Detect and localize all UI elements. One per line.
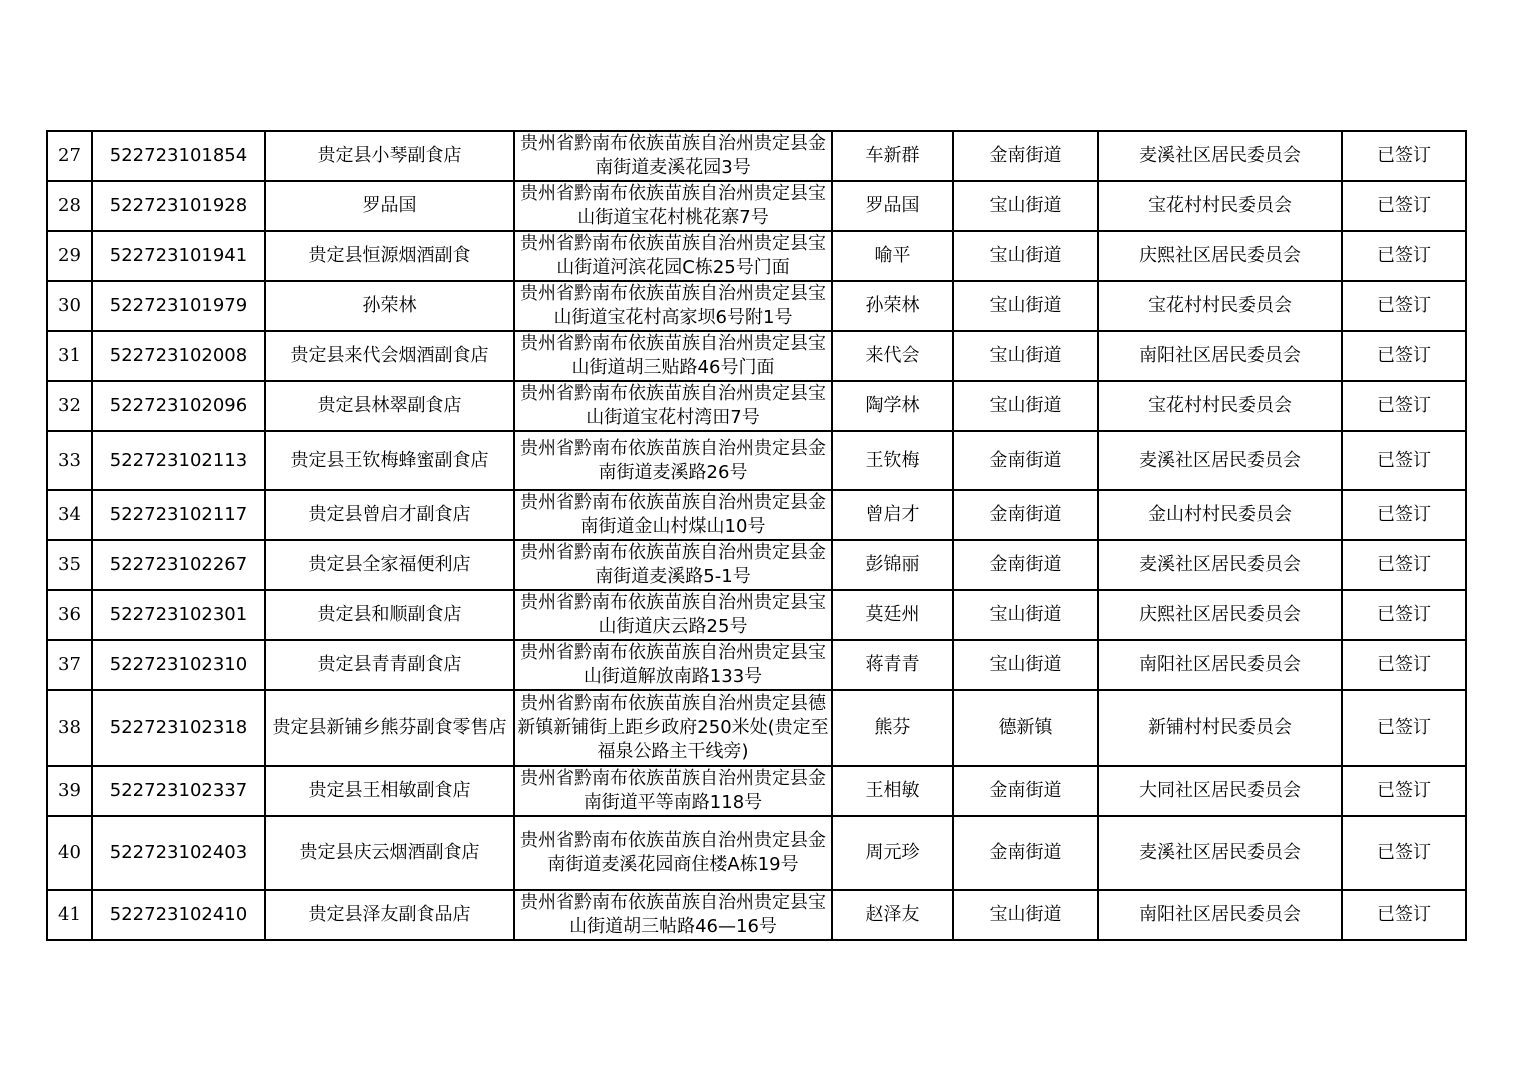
status-cell: 已签订 <box>1342 381 1466 431</box>
address-cell: 贵州省黔南布依族苗族自治州贵定县宝山街道解放南路133号 <box>514 640 832 690</box>
street-cell: 金南街道 <box>953 490 1098 540</box>
store-name-cell: 贵定县新铺乡熊芬副食零售店 <box>265 690 514 766</box>
person-cell: 陶学林 <box>832 381 953 431</box>
row-number-cell: 32 <box>47 381 92 431</box>
license-number-cell: 522723101979 <box>92 281 265 331</box>
store-name-cell: 贵定县王钦梅蜂蜜副食店 <box>265 431 514 490</box>
community-cell: 新铺村村民委员会 <box>1098 690 1342 766</box>
address-cell: 贵州省黔南布依族苗族自治州贵定县宝山街道庆云路25号 <box>514 590 832 640</box>
address-cell: 贵州省黔南布依族苗族自治州贵定县金南街道麦溪路26号 <box>514 431 832 490</box>
address-cell: 贵州省黔南布依族苗族自治州贵定县宝山街道宝花村湾田7号 <box>514 381 832 431</box>
person-cell: 熊芬 <box>832 690 953 766</box>
address-cell: 贵州省黔南布依族苗族自治州贵定县宝山街道宝花村桃花寨7号 <box>514 181 832 231</box>
status-cell: 已签订 <box>1342 540 1466 590</box>
table-row <box>47 816 1466 890</box>
person-cell: 孙荣林 <box>832 281 953 331</box>
person-cell: 罗品国 <box>832 181 953 231</box>
status-cell: 已签订 <box>1342 281 1466 331</box>
store-name-cell: 贵定县泽友副食品店 <box>265 890 514 940</box>
status-cell: 已签订 <box>1342 231 1466 281</box>
license-number-cell: 522723102403 <box>92 816 265 890</box>
status-cell: 已签订 <box>1342 690 1466 766</box>
street-cell: 金南街道 <box>953 816 1098 890</box>
row-number-cell: 40 <box>47 816 92 890</box>
street-cell: 宝山街道 <box>953 281 1098 331</box>
community-cell: 宝花村村民委员会 <box>1098 381 1342 431</box>
row-number-cell: 41 <box>47 890 92 940</box>
community-cell: 庆熙社区居民委员会 <box>1098 231 1342 281</box>
store-name-cell: 贵定县来代会烟酒副食店 <box>265 331 514 381</box>
store-name-cell: 贵定县林翠副食店 <box>265 381 514 431</box>
row-number-cell: 38 <box>47 690 92 766</box>
community-cell: 金山村村民委员会 <box>1098 490 1342 540</box>
address-cell: 贵州省黔南布依族苗族自治州贵定县金南街道麦溪花园商住楼A栋19号 <box>514 816 832 890</box>
store-name-cell: 贵定县全家福便利店 <box>265 540 514 590</box>
person-cell: 车新群 <box>832 131 953 181</box>
row-number-cell: 31 <box>47 331 92 381</box>
street-cell: 宝山街道 <box>953 381 1098 431</box>
row-number-cell: 28 <box>47 181 92 231</box>
community-cell: 南阳社区居民委员会 <box>1098 640 1342 690</box>
row-number-cell: 39 <box>47 766 92 816</box>
person-cell: 来代会 <box>832 331 953 381</box>
license-number-cell: 522723102310 <box>92 640 265 690</box>
address-cell: 贵州省黔南布依族苗族自治州贵定县金南街道麦溪花园3号 <box>514 131 832 181</box>
table-row <box>47 540 1466 590</box>
row-number-cell: 27 <box>47 131 92 181</box>
license-number-cell: 522723102008 <box>92 331 265 381</box>
address-cell: 贵州省黔南布依族苗族自治州贵定县宝山街道宝花村高家坝6号附1号 <box>514 281 832 331</box>
community-cell: 大同社区居民委员会 <box>1098 766 1342 816</box>
person-cell: 赵泽友 <box>832 890 953 940</box>
license-number-cell: 522723102113 <box>92 431 265 490</box>
status-cell: 已签订 <box>1342 816 1466 890</box>
store-name-cell: 贵定县恒源烟酒副食 <box>265 231 514 281</box>
table-row <box>47 331 1466 381</box>
street-cell: 宝山街道 <box>953 640 1098 690</box>
license-number-cell: 522723102410 <box>92 890 265 940</box>
address-cell: 贵州省黔南布依族苗族自治州贵定县宝山街道河滨花园C栋25号门面 <box>514 231 832 281</box>
table-row <box>47 181 1466 231</box>
address-cell: 贵州省黔南布依族苗族自治州贵定县金南街道平等南路118号 <box>514 766 832 816</box>
store-name-cell: 贵定县青青副食店 <box>265 640 514 690</box>
table-row <box>47 766 1466 816</box>
store-name-cell: 罗品国 <box>265 181 514 231</box>
table-row <box>47 590 1466 640</box>
table-row <box>47 381 1466 431</box>
table-row <box>47 890 1466 940</box>
street-cell: 宝山街道 <box>953 231 1098 281</box>
status-cell: 已签订 <box>1342 431 1466 490</box>
table-row <box>47 131 1466 181</box>
store-name-cell: 贵定县曾启才副食店 <box>265 490 514 540</box>
person-cell: 喻平 <box>832 231 953 281</box>
address-cell: 贵州省黔南布依族苗族自治州贵定县金南街道麦溪路5-1号 <box>514 540 832 590</box>
table-row <box>47 640 1466 690</box>
store-name-cell: 贵定县和顺副食店 <box>265 590 514 640</box>
person-cell: 莫廷州 <box>832 590 953 640</box>
person-cell: 彭锦丽 <box>832 540 953 590</box>
status-cell: 已签订 <box>1342 766 1466 816</box>
address-cell: 贵州省黔南布依族苗族自治州贵定县宝山街道胡三贴路46号门面 <box>514 331 832 381</box>
community-cell: 麦溪社区居民委员会 <box>1098 816 1342 890</box>
community-cell: 庆熙社区居民委员会 <box>1098 590 1342 640</box>
license-number-cell: 522723102117 <box>92 490 265 540</box>
street-cell: 宝山街道 <box>953 590 1098 640</box>
community-cell: 宝花村村民委员会 <box>1098 281 1342 331</box>
row-number-cell: 36 <box>47 590 92 640</box>
table-row <box>47 690 1466 766</box>
store-name-cell: 贵定县庆云烟酒副食店 <box>265 816 514 890</box>
license-number-cell: 522723102267 <box>92 540 265 590</box>
license-number-cell: 522723102301 <box>92 590 265 640</box>
status-cell: 已签订 <box>1342 331 1466 381</box>
row-number-cell: 35 <box>47 540 92 590</box>
community-cell: 麦溪社区居民委员会 <box>1098 431 1342 490</box>
license-number-cell: 522723102096 <box>92 381 265 431</box>
status-cell: 已签订 <box>1342 590 1466 640</box>
table-row <box>47 490 1466 540</box>
table-body <box>47 131 1466 940</box>
address-cell: 贵州省黔南布依族苗族自治州贵定县德新镇新铺街上距乡政府250米处(贵定至福泉公路主干线旁) <box>514 690 832 766</box>
license-table <box>46 130 1467 941</box>
status-cell: 已签订 <box>1342 181 1466 231</box>
person-cell: 王相敏 <box>832 766 953 816</box>
address-cell: 贵州省黔南布依族苗族自治州贵定县金南街道金山村煤山10号 <box>514 490 832 540</box>
row-number-cell: 30 <box>47 281 92 331</box>
street-cell: 金南街道 <box>953 431 1098 490</box>
store-name-cell: 贵定县小琴副食店 <box>265 131 514 181</box>
row-number-cell: 33 <box>47 431 92 490</box>
person-cell: 王钦梅 <box>832 431 953 490</box>
community-cell: 麦溪社区居民委员会 <box>1098 131 1342 181</box>
license-number-cell: 522723102337 <box>92 766 265 816</box>
street-cell: 金南街道 <box>953 131 1098 181</box>
table-row <box>47 231 1466 281</box>
person-cell: 曾启才 <box>832 490 953 540</box>
street-cell: 宝山街道 <box>953 181 1098 231</box>
community-cell: 宝花村村民委员会 <box>1098 181 1342 231</box>
row-number-cell: 34 <box>47 490 92 540</box>
row-number-cell: 37 <box>47 640 92 690</box>
license-number-cell: 522723101941 <box>92 231 265 281</box>
table-row <box>47 431 1466 490</box>
street-cell: 金南街道 <box>953 766 1098 816</box>
license-number-cell: 522723102318 <box>92 690 265 766</box>
community-cell: 麦溪社区居民委员会 <box>1098 540 1342 590</box>
table-row <box>47 281 1466 331</box>
street-cell: 宝山街道 <box>953 890 1098 940</box>
street-cell: 宝山街道 <box>953 331 1098 381</box>
status-cell: 已签订 <box>1342 890 1466 940</box>
street-cell: 德新镇 <box>953 690 1098 766</box>
community-cell: 南阳社区居民委员会 <box>1098 331 1342 381</box>
street-cell: 金南街道 <box>953 540 1098 590</box>
status-cell: 已签订 <box>1342 640 1466 690</box>
row-number-cell: 29 <box>47 231 92 281</box>
license-number-cell: 522723101854 <box>92 131 265 181</box>
community-cell: 南阳社区居民委员会 <box>1098 890 1342 940</box>
person-cell: 蒋青青 <box>832 640 953 690</box>
address-cell: 贵州省黔南布依族苗族自治州贵定县宝山街道胡三帖路46—16号 <box>514 890 832 940</box>
store-name-cell: 贵定县王相敏副食店 <box>265 766 514 816</box>
license-number-cell: 522723101928 <box>92 181 265 231</box>
store-name-cell: 孙荣林 <box>265 281 514 331</box>
status-cell: 已签订 <box>1342 131 1466 181</box>
status-cell: 已签订 <box>1342 490 1466 540</box>
person-cell: 周元珍 <box>832 816 953 890</box>
